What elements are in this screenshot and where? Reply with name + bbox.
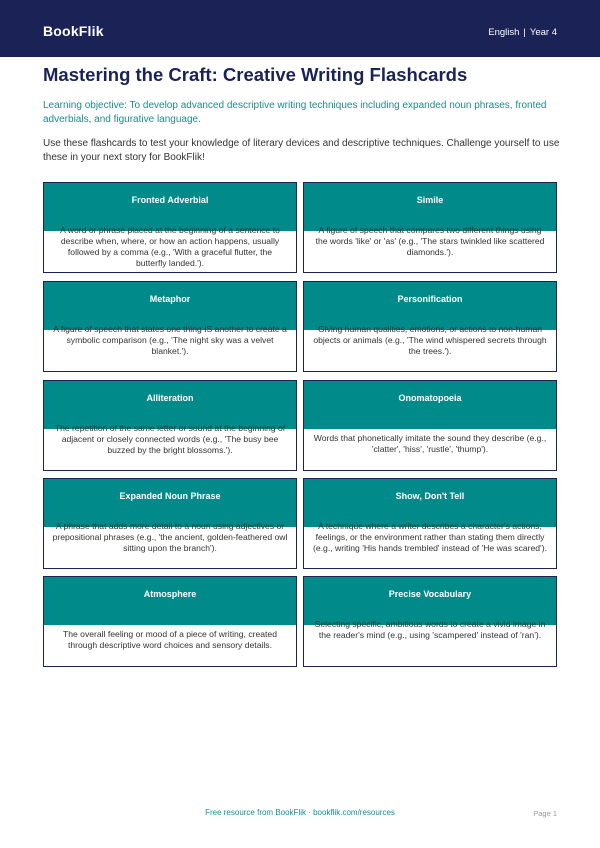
footer-text: Free resource from BookFlik · bookflik.com/resources xyxy=(205,808,395,817)
flashcard[interactable] xyxy=(303,576,557,667)
flashcard[interactable] xyxy=(43,576,297,667)
subject-label xyxy=(488,27,557,38)
year-label: Year 4 xyxy=(529,27,557,38)
flashcard-definition: Selecting specific, ambitious words to create a vivid image in the reader's mind (e.g., using 'scampered' instead of 'ran'). xyxy=(314,619,546,640)
page-title: Mastering the Craft: Creative Writing Flashcards xyxy=(43,64,468,85)
flashcard[interactable] xyxy=(43,182,297,273)
flashcard-header xyxy=(44,479,296,527)
flashcard-term: Onomatopoeia xyxy=(398,393,462,403)
flashcard-term: Fronted Adverbial xyxy=(131,195,209,205)
flashcard-term: Metaphor xyxy=(149,294,191,304)
flashcard-header xyxy=(304,381,556,429)
flashcard-header xyxy=(304,282,556,330)
flashcard-term: Expanded Noun Phrase xyxy=(119,491,221,501)
flashcard[interactable] xyxy=(43,478,297,569)
flashcard-header xyxy=(304,577,556,625)
flashcard-term: Simile xyxy=(416,195,444,205)
flashcard-header xyxy=(304,479,556,527)
brand-logo[interactable]: BookFlik xyxy=(43,23,104,39)
flashcard-header xyxy=(44,183,296,231)
flashcard-header xyxy=(44,381,296,429)
flashcard[interactable] xyxy=(43,281,297,372)
flashcard-definition: Words that phonetically imitate the sound they describe (e.g., 'clatter', 'hiss', 'rustle', 'thump'). xyxy=(313,433,547,454)
flashcard[interactable] xyxy=(303,182,557,273)
flashcard-term: Atmosphere xyxy=(143,589,197,599)
flashcard-definition: Giving human qualities, emotions, or actions to non-human objects or animals (e.g., 'The wind whispered secrets through the trees.'). xyxy=(313,324,547,356)
flashcard-term: Alliteration xyxy=(146,393,194,403)
flashcard-definition: A technique where a writer describes a character's actions, feelings, or the environment rather than stating them directly (e.g., writing 'His hands trembled' instead of 'He was scared'). xyxy=(313,521,547,553)
top-bar xyxy=(0,0,600,57)
flashcard-definition: A figure of speech that compares two different things using the words 'like' or 'as' (e.g., 'The stars twinkled like scattered diamonds.'). xyxy=(315,225,545,257)
flashcard-header xyxy=(44,282,296,330)
flashcard-definition: The overall feeling or mood of a piece of writing, created through descriptive word choices and sensory details. xyxy=(62,629,277,650)
flashcard-definition: A word or phrase placed at the beginning of a sentence to describe when, where, or how an action happens, usually followed by a comma (e.g., 'With a graceful flutter, the butterfly landed.'). xyxy=(60,225,280,268)
flashcard-term: Show, Don't Tell xyxy=(395,491,465,501)
subject-name: English xyxy=(488,27,520,38)
flashcard[interactable] xyxy=(303,281,557,372)
flashcard-header xyxy=(44,577,296,625)
separator: | xyxy=(523,27,526,38)
flashcard-term: Personification xyxy=(397,294,463,304)
flashcard-definition: A phrase that adds more detail to a noun using adjectives or prepositional phrases (e.g., 'the ancient, golden-feathered owl sitting upon the branch'). xyxy=(52,521,288,553)
flashcard-header xyxy=(304,183,556,231)
flashcard-definition: A figure of speech that states one thing IS another to create a symbolic comparison (e.g., 'The night sky was a velvet blanket.'). xyxy=(53,324,287,356)
flashcard[interactable] xyxy=(303,380,557,471)
flashcard[interactable] xyxy=(303,478,557,569)
learning-objective: Learning objective: To develop advanced descriptive writing techniques including expanded noun phrases, fronted adverbials, and figurative language. xyxy=(43,100,547,125)
flashcard[interactable] xyxy=(43,380,297,471)
page-number: Page 1 xyxy=(533,809,557,818)
flashcard-term: Precise Vocabulary xyxy=(388,589,472,599)
flashcard-definition: The repetition of the same letter or sound at the beginning of adjacent or closely connected words (e.g., 'The busy bee buzzed by the bright blossoms.'). xyxy=(54,423,286,455)
intro-text: Use these flashcards to test your knowledge of literary devices and descriptive techniques. Challenge yourself to use these in your next story for BookFlik! xyxy=(43,138,560,163)
